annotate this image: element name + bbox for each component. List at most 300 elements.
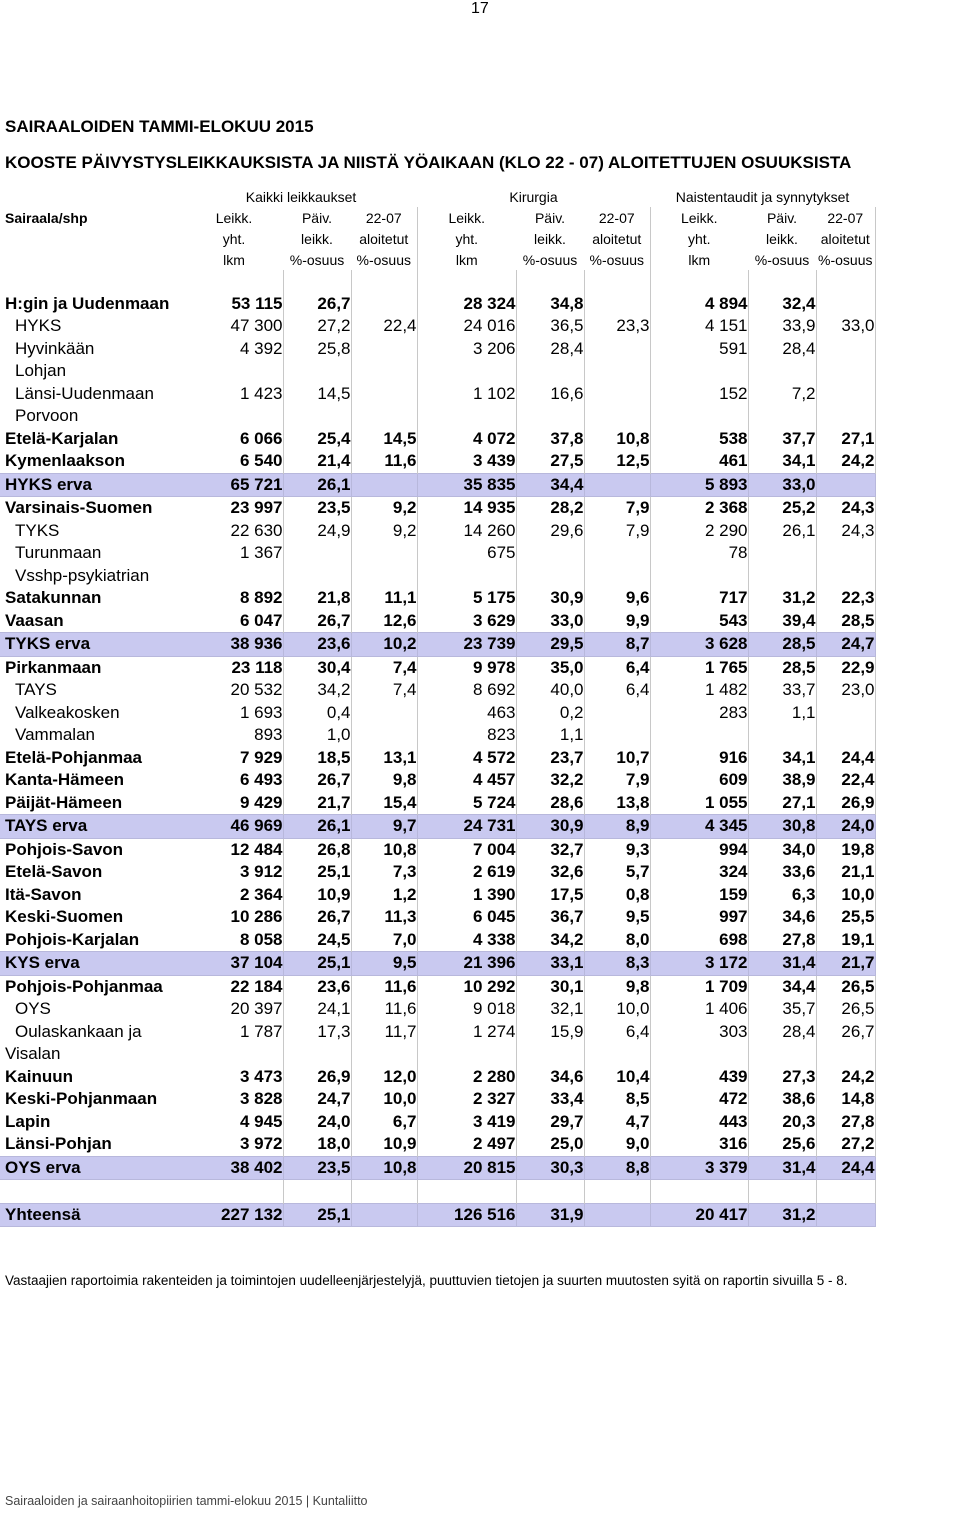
value-cell: 6,4 bbox=[584, 1021, 650, 1044]
value-cell: 7,3 bbox=[351, 861, 417, 884]
hospital-name: Etelä-Pohjanmaa bbox=[5, 747, 142, 767]
value-cell: 18,5 bbox=[283, 747, 351, 770]
value-cell: 4 392 bbox=[185, 338, 283, 361]
empty-cell bbox=[0, 270, 185, 293]
value-cell: 10,8 bbox=[351, 838, 417, 861]
empty-cell bbox=[283, 270, 351, 293]
summary-row bbox=[0, 1203, 875, 1227]
value-cell: 65 721 bbox=[185, 473, 283, 497]
value-cell: 18,0 bbox=[283, 1133, 351, 1156]
value-cell: 26,7 bbox=[283, 610, 351, 633]
value-cell: 16,6 bbox=[516, 383, 584, 406]
value-cell: 10,0 bbox=[816, 884, 875, 907]
value-cell: 17,3 bbox=[283, 1021, 351, 1044]
value-cell bbox=[351, 702, 417, 725]
value-cell bbox=[816, 360, 875, 383]
column-header-cell: Leikk. bbox=[215, 209, 253, 226]
value-cell: 8,8 bbox=[584, 1156, 650, 1180]
value-cell: 27,3 bbox=[748, 1066, 816, 1089]
table-row bbox=[0, 520, 875, 543]
value-cell bbox=[584, 473, 650, 497]
value-cell bbox=[816, 702, 875, 725]
value-cell: 33,4 bbox=[516, 1088, 584, 1111]
column-header-cell: 22-07 bbox=[584, 207, 650, 228]
value-cell: 9,0 bbox=[584, 1133, 650, 1156]
value-cell: 24,5 bbox=[283, 929, 351, 952]
value-cell: 23 997 bbox=[185, 497, 283, 520]
value-cell: 14,5 bbox=[283, 383, 351, 406]
value-cell: 38 936 bbox=[185, 633, 283, 657]
value-cell: 37 104 bbox=[185, 952, 283, 976]
value-cell: 11,3 bbox=[351, 906, 417, 929]
value-cell: 26,9 bbox=[283, 1066, 351, 1089]
value-cell: 3 912 bbox=[185, 861, 283, 884]
column-header-cell: lkm bbox=[223, 251, 245, 268]
value-cell: 33,1 bbox=[516, 952, 584, 976]
value-cell: 6,4 bbox=[584, 679, 650, 702]
value-cell: 23,6 bbox=[283, 975, 351, 998]
value-cell: 20 532 bbox=[185, 679, 283, 702]
empty-cell bbox=[650, 1180, 748, 1204]
value-cell: 4 945 bbox=[185, 1111, 283, 1134]
value-cell: 25,8 bbox=[283, 338, 351, 361]
value-cell: 21,4 bbox=[283, 450, 351, 473]
value-cell: 32,1 bbox=[516, 998, 584, 1021]
value-cell: 893 bbox=[185, 724, 283, 747]
column-header-row bbox=[0, 207, 875, 228]
empty-cell bbox=[816, 270, 875, 293]
column-header-cell: aloitetut bbox=[816, 228, 875, 249]
column-header-cell: Päiv. bbox=[534, 209, 566, 226]
value-cell: 26,9 bbox=[816, 792, 875, 815]
value-cell: 34,6 bbox=[748, 906, 816, 929]
header-group-row bbox=[0, 186, 875, 207]
value-cell: 21,7 bbox=[816, 952, 875, 976]
column-header-cell: Leikk. bbox=[680, 209, 718, 226]
empty-cell bbox=[516, 270, 584, 293]
value-cell: 14 935 bbox=[417, 497, 516, 520]
value-cell: 30,4 bbox=[283, 656, 351, 679]
column-header-cell: 22-07 bbox=[351, 207, 417, 228]
value-cell: 26,5 bbox=[816, 998, 875, 1021]
value-cell: 34,0 bbox=[748, 838, 816, 861]
table-row bbox=[0, 610, 875, 633]
value-cell: 34,4 bbox=[748, 975, 816, 998]
value-cell: 23,3 bbox=[584, 315, 650, 338]
group-kirurgia: Kirurgia bbox=[509, 188, 558, 205]
value-cell: 5 175 bbox=[417, 587, 516, 610]
value-cell: 1 693 bbox=[185, 702, 283, 725]
empty-cell bbox=[584, 270, 650, 293]
value-cell: 9 429 bbox=[185, 792, 283, 815]
value-cell: 538 bbox=[650, 428, 748, 451]
value-cell bbox=[584, 702, 650, 725]
value-cell: 34,1 bbox=[748, 450, 816, 473]
value-cell: 5,7 bbox=[584, 861, 650, 884]
spacer-row bbox=[0, 1180, 875, 1204]
hospital-name: TYKS bbox=[15, 520, 60, 540]
value-cell bbox=[816, 473, 875, 497]
hospital-name: Yhteensä bbox=[0, 1203, 185, 1227]
value-cell: 14 260 bbox=[417, 520, 516, 543]
value-cell bbox=[351, 1043, 417, 1066]
value-cell: 8,3 bbox=[584, 952, 650, 976]
value-cell: 4 572 bbox=[417, 747, 516, 770]
group-kaikki-leikkaukset: Kaikki leikkaukset bbox=[245, 188, 357, 205]
value-cell bbox=[816, 1043, 875, 1066]
value-cell: 28,4 bbox=[748, 1021, 816, 1044]
value-cell: 717 bbox=[650, 587, 748, 610]
table-row bbox=[0, 338, 875, 361]
hospital-name: Pirkanmaan bbox=[5, 657, 102, 677]
value-cell: 6 045 bbox=[417, 906, 516, 929]
value-cell: 9 978 bbox=[417, 656, 516, 679]
value-cell: 26,1 bbox=[283, 473, 351, 497]
table-row bbox=[0, 1021, 875, 1044]
value-cell: 2 368 bbox=[650, 497, 748, 520]
value-cell: 10,8 bbox=[351, 1156, 417, 1180]
value-cell bbox=[816, 383, 875, 406]
table-row bbox=[0, 542, 875, 565]
value-cell bbox=[417, 360, 516, 383]
value-cell bbox=[650, 1043, 748, 1066]
value-cell: 13,8 bbox=[584, 792, 650, 815]
value-cell: 1,0 bbox=[283, 724, 351, 747]
value-cell: 5 893 bbox=[650, 473, 748, 497]
value-cell: 22 630 bbox=[185, 520, 283, 543]
summary-row bbox=[0, 815, 875, 839]
value-cell: 24,3 bbox=[816, 497, 875, 520]
value-cell: 472 bbox=[650, 1088, 748, 1111]
hospital-name: H:gin ja Uudenmaan bbox=[5, 293, 170, 313]
empty-cell bbox=[185, 270, 283, 293]
value-cell: 8,9 bbox=[584, 815, 650, 839]
value-cell: 4 338 bbox=[417, 929, 516, 952]
value-cell: 9,5 bbox=[584, 906, 650, 929]
value-cell: 33,9 bbox=[748, 315, 816, 338]
value-cell: 19,1 bbox=[816, 929, 875, 952]
value-cell: 22,4 bbox=[351, 315, 417, 338]
value-cell: 2 364 bbox=[185, 884, 283, 907]
value-cell bbox=[584, 293, 650, 316]
value-cell: 19,8 bbox=[816, 838, 875, 861]
value-cell: 324 bbox=[650, 861, 748, 884]
hospital-name: Keski-Suomen bbox=[5, 907, 124, 927]
value-cell: 5 724 bbox=[417, 792, 516, 815]
page-number: 17 bbox=[471, 0, 489, 17]
value-cell: 28,4 bbox=[516, 338, 584, 361]
statistics-table bbox=[0, 186, 876, 1227]
table-row bbox=[0, 315, 875, 338]
value-cell: 543 bbox=[650, 610, 748, 633]
column-header-cell: %-osuus bbox=[754, 251, 810, 268]
value-cell: 23,5 bbox=[283, 497, 351, 520]
value-cell bbox=[584, 383, 650, 406]
value-cell: 21 396 bbox=[417, 952, 516, 976]
value-cell: 11,1 bbox=[351, 587, 417, 610]
value-cell bbox=[185, 1043, 283, 1066]
value-cell bbox=[748, 360, 816, 383]
column-header-cell: yht. bbox=[455, 230, 479, 247]
value-cell: 2 280 bbox=[417, 1066, 516, 1089]
value-cell bbox=[351, 542, 417, 565]
value-cell: 7,4 bbox=[351, 656, 417, 679]
hospital-name: TAYS erva bbox=[0, 815, 185, 839]
value-cell bbox=[516, 405, 584, 428]
empty-cell bbox=[0, 1180, 185, 1204]
value-cell: 30,1 bbox=[516, 975, 584, 998]
value-cell bbox=[351, 565, 417, 588]
table-row bbox=[0, 838, 875, 861]
value-cell bbox=[748, 724, 816, 747]
table-row bbox=[0, 861, 875, 884]
empty-cell bbox=[185, 1180, 283, 1204]
hospital-name: Itä-Savon bbox=[5, 884, 82, 904]
value-cell bbox=[283, 1043, 351, 1066]
value-cell: 25,1 bbox=[283, 1203, 351, 1227]
value-cell: 24,2 bbox=[816, 1066, 875, 1089]
table-row bbox=[0, 1111, 875, 1134]
value-cell: 33,0 bbox=[748, 473, 816, 497]
column-header-cell: Päiv. bbox=[301, 209, 333, 226]
value-cell: 27,8 bbox=[816, 1111, 875, 1134]
value-cell: 3 206 bbox=[417, 338, 516, 361]
value-cell bbox=[351, 1203, 417, 1227]
value-cell bbox=[351, 405, 417, 428]
value-cell bbox=[584, 360, 650, 383]
value-cell bbox=[584, 542, 650, 565]
value-cell: 3 473 bbox=[185, 1066, 283, 1089]
value-cell: 35,0 bbox=[516, 656, 584, 679]
report-title: SAIRAALOIDEN TAMMI-ELOKUU 2015 bbox=[5, 117, 314, 136]
value-cell: 9,7 bbox=[351, 815, 417, 839]
value-cell: 23 118 bbox=[185, 656, 283, 679]
value-cell: 7,4 bbox=[351, 679, 417, 702]
value-cell: 12,0 bbox=[351, 1066, 417, 1089]
value-cell bbox=[816, 542, 875, 565]
value-cell: 4 894 bbox=[650, 293, 748, 316]
value-cell: 3 172 bbox=[650, 952, 748, 976]
value-cell: 9,9 bbox=[584, 610, 650, 633]
hospital-name: Vsshp-psykiatrian bbox=[15, 565, 150, 585]
column-header-cell: aloitetut bbox=[351, 228, 417, 249]
value-cell: 20 397 bbox=[185, 998, 283, 1021]
value-cell: 8,0 bbox=[584, 929, 650, 952]
value-cell: 4 457 bbox=[417, 769, 516, 792]
value-cell: 0,2 bbox=[516, 702, 584, 725]
value-cell: 24 731 bbox=[417, 815, 516, 839]
value-cell: 4,7 bbox=[584, 1111, 650, 1134]
table-row bbox=[0, 497, 875, 520]
table-row bbox=[0, 998, 875, 1021]
empty-cell bbox=[351, 270, 417, 293]
value-cell bbox=[816, 293, 875, 316]
column-header-row bbox=[0, 249, 875, 270]
value-cell: 37,8 bbox=[516, 428, 584, 451]
hospital-name: Lapin bbox=[5, 1111, 51, 1131]
value-cell: 13,1 bbox=[351, 747, 417, 770]
value-cell bbox=[816, 1203, 875, 1227]
value-cell: 26,1 bbox=[283, 815, 351, 839]
value-cell bbox=[816, 724, 875, 747]
value-cell bbox=[516, 360, 584, 383]
value-cell: 26,7 bbox=[283, 769, 351, 792]
spacer-row bbox=[0, 270, 875, 293]
value-cell: 26,5 bbox=[816, 975, 875, 998]
value-cell: 32,6 bbox=[516, 861, 584, 884]
value-cell: 32,2 bbox=[516, 769, 584, 792]
value-cell: 47 300 bbox=[185, 315, 283, 338]
value-cell: 20 417 bbox=[650, 1203, 748, 1227]
value-cell bbox=[650, 724, 748, 747]
value-cell: 3 419 bbox=[417, 1111, 516, 1134]
value-cell bbox=[816, 338, 875, 361]
hospital-name: Hyvinkään bbox=[15, 338, 95, 358]
hospital-name: Päijät-Hämeen bbox=[5, 792, 123, 812]
value-cell bbox=[650, 360, 748, 383]
value-cell: 1 055 bbox=[650, 792, 748, 815]
value-cell bbox=[185, 405, 283, 428]
value-cell: 609 bbox=[650, 769, 748, 792]
value-cell: 1 406 bbox=[650, 998, 748, 1021]
table-row bbox=[0, 906, 875, 929]
value-cell: 461 bbox=[650, 450, 748, 473]
value-cell: 7,9 bbox=[584, 769, 650, 792]
empty-cell bbox=[516, 1180, 584, 1204]
value-cell: 4 072 bbox=[417, 428, 516, 451]
value-cell: 7 929 bbox=[185, 747, 283, 770]
column-header-cell: 22-07 bbox=[816, 207, 875, 228]
column-header-cell: %-osuus bbox=[816, 249, 875, 270]
value-cell: 30,8 bbox=[748, 815, 816, 839]
value-cell: 1 709 bbox=[650, 975, 748, 998]
value-cell: 25,6 bbox=[748, 1133, 816, 1156]
column-header-cell: yht. bbox=[687, 230, 711, 247]
value-cell bbox=[351, 383, 417, 406]
empty-cell bbox=[816, 1180, 875, 1204]
value-cell: 443 bbox=[650, 1111, 748, 1134]
column-header-cell: Leikk. bbox=[448, 209, 486, 226]
value-cell: 3 828 bbox=[185, 1088, 283, 1111]
summary-row bbox=[0, 1156, 875, 1180]
empty-cell bbox=[0, 228, 185, 249]
value-cell: 24 016 bbox=[417, 315, 516, 338]
value-cell: 10,9 bbox=[351, 1133, 417, 1156]
value-cell: 26,7 bbox=[816, 1021, 875, 1044]
value-cell: 31,9 bbox=[516, 1203, 584, 1227]
value-cell: 24,4 bbox=[816, 747, 875, 770]
value-cell: 27,5 bbox=[516, 450, 584, 473]
table-row bbox=[0, 1066, 875, 1089]
empty-cell bbox=[584, 1180, 650, 1204]
value-cell bbox=[584, 338, 650, 361]
value-cell: 35,7 bbox=[748, 998, 816, 1021]
value-cell: 3 628 bbox=[650, 633, 748, 657]
column-header-cell: %-osuus bbox=[289, 251, 345, 268]
table-row bbox=[0, 884, 875, 907]
value-cell: 23,5 bbox=[283, 1156, 351, 1180]
value-cell bbox=[351, 724, 417, 747]
table-row bbox=[0, 360, 875, 383]
value-cell bbox=[748, 542, 816, 565]
table-row bbox=[0, 587, 875, 610]
value-cell: 159 bbox=[650, 884, 748, 907]
value-cell bbox=[417, 565, 516, 588]
value-cell: 25,5 bbox=[816, 906, 875, 929]
value-cell: 303 bbox=[650, 1021, 748, 1044]
value-cell: 46 969 bbox=[185, 815, 283, 839]
value-cell: 7,2 bbox=[748, 383, 816, 406]
value-cell: 2 327 bbox=[417, 1088, 516, 1111]
value-cell: 1 765 bbox=[650, 656, 748, 679]
value-cell: 994 bbox=[650, 838, 748, 861]
column-header-row bbox=[0, 228, 875, 249]
hospital-name: Turunmaan bbox=[15, 543, 102, 563]
table-row bbox=[0, 428, 875, 451]
value-cell: 26,1 bbox=[748, 520, 816, 543]
value-cell: 34,8 bbox=[516, 293, 584, 316]
column-header-cell: aloitetut bbox=[584, 228, 650, 249]
hospital-name: Oulaskankaan ja bbox=[15, 1021, 142, 1041]
value-cell: 24,7 bbox=[283, 1088, 351, 1111]
column-header-cell: %-osuus bbox=[584, 249, 650, 270]
value-cell: 25,0 bbox=[516, 1133, 584, 1156]
value-cell: 31,2 bbox=[748, 587, 816, 610]
hospital-name: Vammalan bbox=[15, 725, 95, 745]
value-cell: 6,7 bbox=[351, 1111, 417, 1134]
value-cell: 1 367 bbox=[185, 542, 283, 565]
value-cell: 10,4 bbox=[584, 1066, 650, 1089]
value-cell: 8,7 bbox=[584, 633, 650, 657]
value-cell: 9,2 bbox=[351, 520, 417, 543]
value-cell: 10,2 bbox=[351, 633, 417, 657]
hospital-name: Kymenlaakson bbox=[5, 451, 125, 471]
value-cell: 1 787 bbox=[185, 1021, 283, 1044]
table-row bbox=[0, 383, 875, 406]
value-cell: 26,8 bbox=[283, 838, 351, 861]
value-cell bbox=[650, 405, 748, 428]
value-cell bbox=[351, 360, 417, 383]
value-cell: 227 132 bbox=[185, 1203, 283, 1227]
value-cell: 10 292 bbox=[417, 975, 516, 998]
value-cell: 12,6 bbox=[351, 610, 417, 633]
hospital-name: TYKS erva bbox=[0, 633, 185, 657]
column-header-cell: Päiv. bbox=[766, 209, 798, 226]
value-cell: 23,7 bbox=[516, 747, 584, 770]
value-cell: 27,8 bbox=[748, 929, 816, 952]
value-cell: 3 972 bbox=[185, 1133, 283, 1156]
value-cell: 25,1 bbox=[283, 952, 351, 976]
value-cell bbox=[748, 565, 816, 588]
value-cell: 12 484 bbox=[185, 838, 283, 861]
value-cell: 29,7 bbox=[516, 1111, 584, 1134]
value-cell: 28,5 bbox=[748, 656, 816, 679]
table-row bbox=[0, 565, 875, 588]
hospital-name: Kainuun bbox=[5, 1066, 73, 1086]
value-cell: 24,3 bbox=[816, 520, 875, 543]
summary-row bbox=[0, 952, 875, 976]
value-cell: 32,4 bbox=[748, 293, 816, 316]
value-cell: 17,5 bbox=[516, 884, 584, 907]
hospital-name: Pohjois-Pohjanmaa bbox=[5, 976, 163, 996]
value-cell bbox=[516, 565, 584, 588]
empty-cell bbox=[650, 270, 748, 293]
value-cell: 53 115 bbox=[185, 293, 283, 316]
value-cell: 78 bbox=[650, 542, 748, 565]
value-cell bbox=[650, 565, 748, 588]
value-cell: 23,0 bbox=[816, 679, 875, 702]
value-cell bbox=[283, 360, 351, 383]
